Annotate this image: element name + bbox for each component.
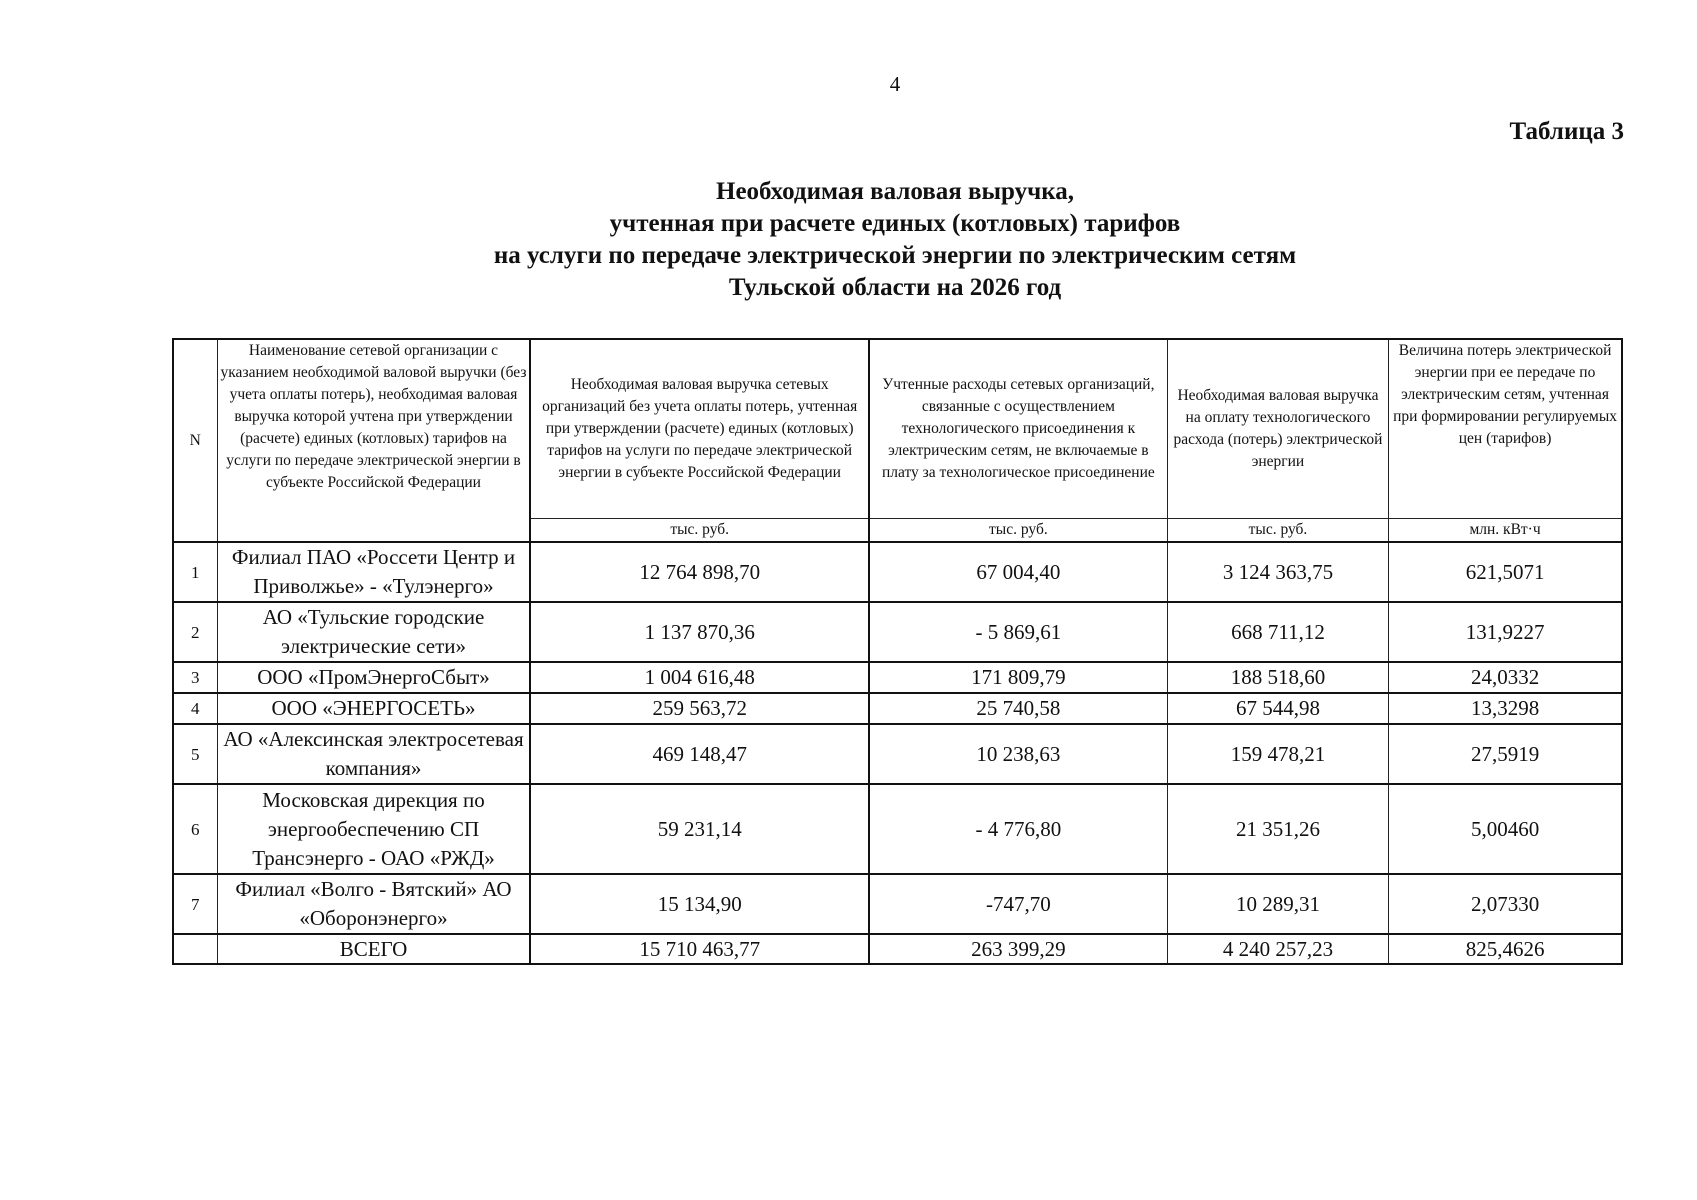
title-line-4: Тульской области на 2026 год xyxy=(728,274,1062,301)
table-row xyxy=(173,602,1622,662)
row-number: 6 xyxy=(173,784,217,874)
nvv-value: 1 004 616,48 xyxy=(530,662,868,693)
title-line-1: Необходимая валовая выручка, xyxy=(716,178,1074,205)
tp-expenses-value: 67 004,40 xyxy=(869,542,1167,602)
row-number: 4 xyxy=(173,693,217,724)
nvv-value: 469 148,47 xyxy=(530,724,868,784)
table-total-row xyxy=(173,934,1622,964)
row-number: 2 xyxy=(173,602,217,662)
title-line-3: на услуги по передаче электрической энергии по электрическим сетям xyxy=(493,242,1297,269)
loss-payment-value: 21 351,26 xyxy=(1167,784,1388,874)
row-number: 7 xyxy=(173,874,217,934)
loss-payment-value: 668 711,12 xyxy=(1167,602,1388,662)
organization-name: Московская дирекция по энергообеспечению СП Трансэнерго - ОАО «РЖД» xyxy=(217,784,530,874)
table-row xyxy=(173,693,1622,724)
header-organization: Наименование сетевой организации с указанием необходимой валовой выручки (без учета оплаты потерь), необходимая валовая выручка которой учтена при утверждении (расчете) единых (котловых) тарифов на услуги по передаче электрической энергии в субъекте Российской Федерации xyxy=(217,339,530,542)
page-number: 4 xyxy=(889,72,901,96)
table-row xyxy=(173,874,1622,934)
table-row xyxy=(173,784,1622,874)
unit-loss-payment: тыс. руб. xyxy=(1167,519,1388,543)
table-row xyxy=(173,662,1622,693)
organization-name: Филиал «Волго - Вятский» АО «Оборонэнерго» xyxy=(217,874,530,934)
loss-volume-value: 27,5919 xyxy=(1389,724,1622,784)
loss-volume-value: 621,5071 xyxy=(1389,542,1622,602)
revenue-table xyxy=(172,338,1623,965)
nvv-value: 59 231,14 xyxy=(530,784,868,874)
table-header-row xyxy=(173,339,1622,519)
total-tp-expenses: 263 399,29 xyxy=(869,934,1167,964)
total-number-cell xyxy=(173,934,217,964)
loss-payment-value: 10 289,31 xyxy=(1167,874,1388,934)
organization-name: Филиал ПАО «Россети Центр и Приволжье» - «Тулэнерго» xyxy=(217,542,530,602)
tp-expenses-value: - 4 776,80 xyxy=(869,784,1167,874)
table-row xyxy=(173,724,1622,784)
total-loss-payment: 4 240 257,23 xyxy=(1167,934,1388,964)
loss-volume-value: 13,3298 xyxy=(1389,693,1622,724)
header-nvv: Необходимая валовая выручка сетевых организаций без учета оплаты потерь, учтенная при утверждении (расчете) единых (котловых) тарифов на услуги по передаче электрической энергии в субъекте Российской Федерации xyxy=(530,339,868,519)
unit-tp-expenses: тыс. руб. xyxy=(869,519,1167,543)
tp-expenses-value: -747,70 xyxy=(869,874,1167,934)
loss-payment-value: 188 518,60 xyxy=(1167,662,1388,693)
header-tp-expenses: Учтенные расходы сетевых организаций, связанные с осуществлением технологического присоединения к электрическим сетям, не включаемые в плату за технологическое присоединение xyxy=(869,339,1167,519)
header-loss-volume: Величина потерь электрической энергии при ее передаче по электрическим сетям, учтенная при формировании регулируемых цен (тарифов) xyxy=(1389,339,1622,519)
loss-payment-value: 159 478,21 xyxy=(1167,724,1388,784)
organization-name: АО «Тульские городские электрические сети» xyxy=(217,602,530,662)
loss-volume-value: 24,0332 xyxy=(1389,662,1622,693)
row-number: 3 xyxy=(173,662,217,693)
document-title xyxy=(0,176,1697,304)
nvv-value: 15 134,90 xyxy=(530,874,868,934)
total-loss-volume: 825,4626 xyxy=(1389,934,1622,964)
table-row xyxy=(173,542,1622,602)
unit-loss-volume: млн. кВт·ч xyxy=(1389,519,1622,543)
tp-expenses-value: 25 740,58 xyxy=(869,693,1167,724)
loss-volume-value: 2,07330 xyxy=(1389,874,1622,934)
title-line-2: учтенная при расчете единых (котловых) тарифов xyxy=(609,210,1181,237)
organization-name: ООО «ЭНЕРГОСЕТЬ» xyxy=(217,693,530,724)
header-loss-payment: Необходимая валовая выручка на оплату технологического расхода (потерь) электрической энергии xyxy=(1167,339,1388,519)
unit-nvv: тыс. руб. xyxy=(530,519,868,543)
row-number: 5 xyxy=(173,724,217,784)
loss-volume-value: 5,00460 xyxy=(1389,784,1622,874)
tp-expenses-value: 10 238,63 xyxy=(869,724,1167,784)
organization-name: АО «Алексинская электросетевая компания» xyxy=(217,724,530,784)
nvv-value: 12 764 898,70 xyxy=(530,542,868,602)
organization-name: ООО «ПромЭнергоСбыт» xyxy=(217,662,530,693)
row-number: 1 xyxy=(173,542,217,602)
header-n: N xyxy=(173,339,217,542)
nvv-value: 259 563,72 xyxy=(530,693,868,724)
loss-payment-value: 3 124 363,75 xyxy=(1167,542,1388,602)
total-nvv: 15 710 463,77 xyxy=(530,934,868,964)
loss-payment-value: 67 544,98 xyxy=(1167,693,1388,724)
table-label: Таблица 3 xyxy=(1509,118,1624,145)
loss-volume-value: 131,9227 xyxy=(1389,602,1622,662)
total-label: ВСЕГО xyxy=(217,934,530,964)
tp-expenses-value: 171 809,79 xyxy=(869,662,1167,693)
tp-expenses-value: - 5 869,61 xyxy=(869,602,1167,662)
nvv-value: 1 137 870,36 xyxy=(530,602,868,662)
